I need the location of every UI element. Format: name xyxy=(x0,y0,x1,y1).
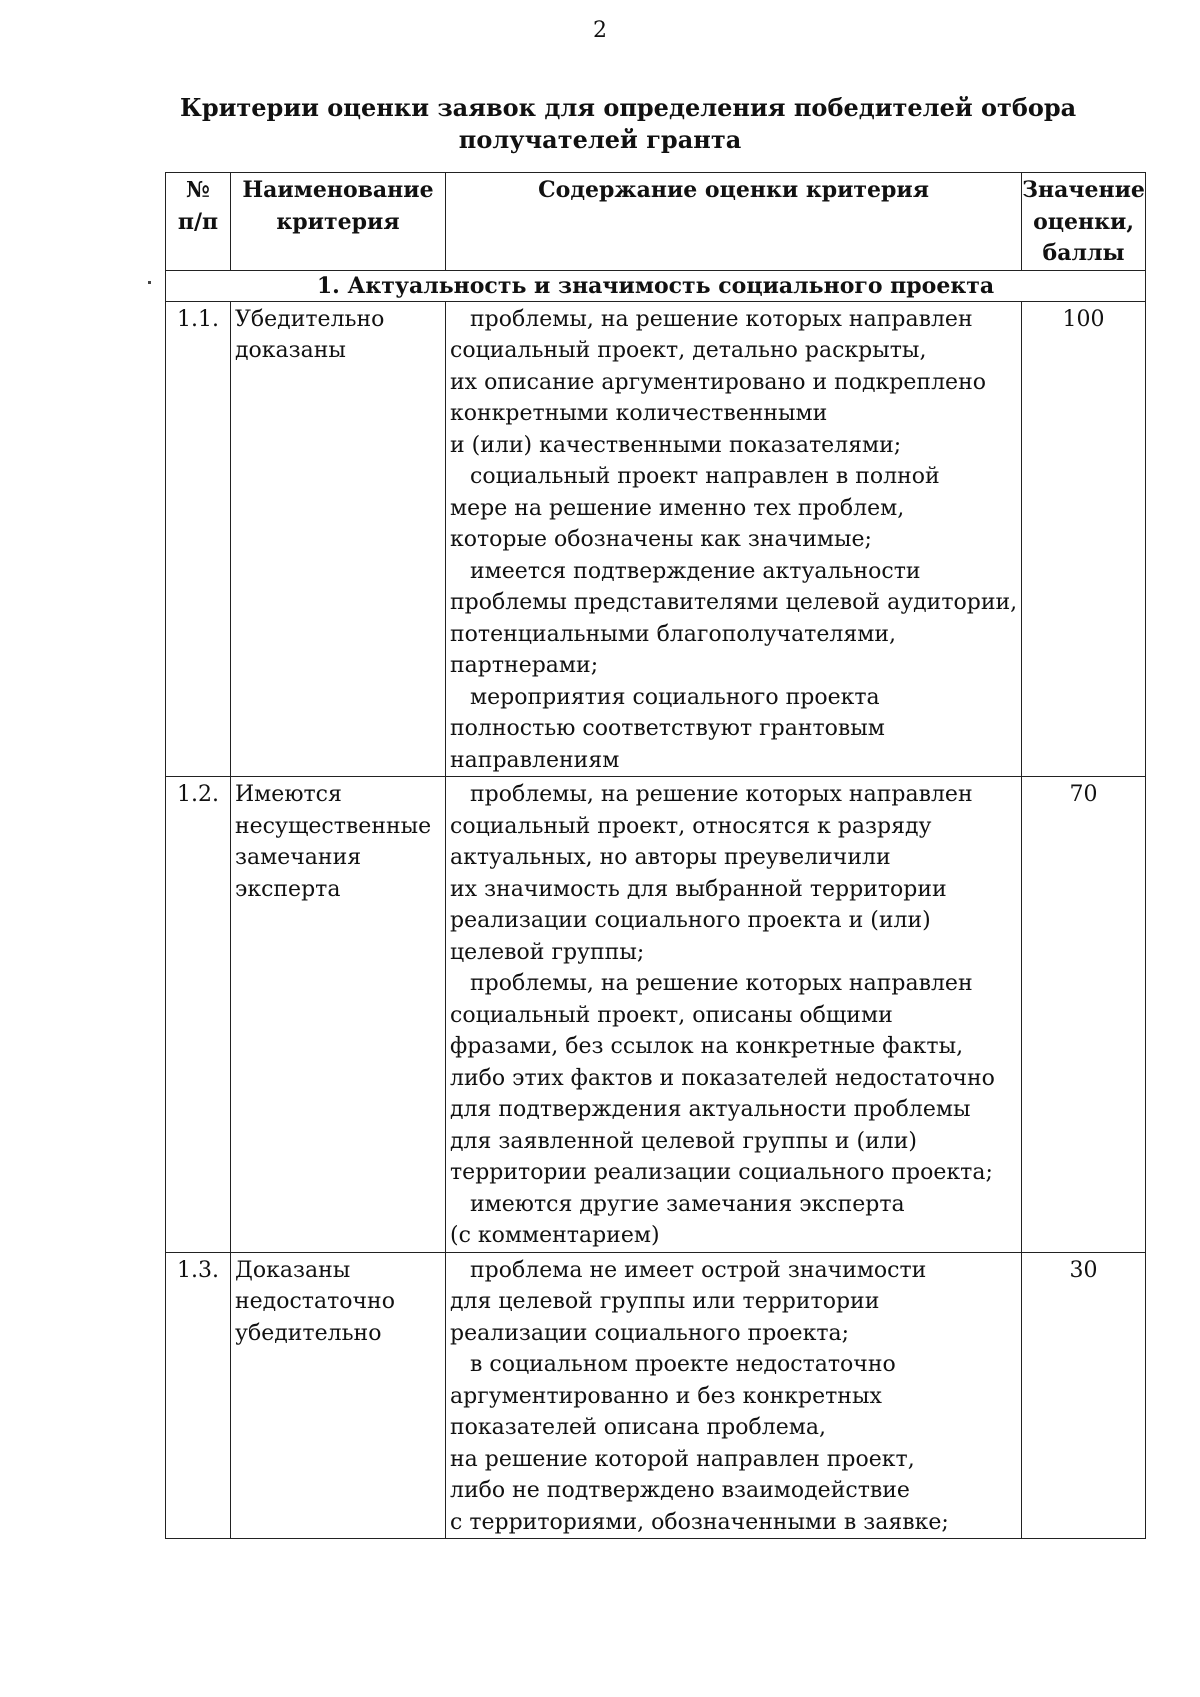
criterion-content-line: партнерами; xyxy=(450,653,599,678)
criterion-content-line: проблемы, на решение которых направлен xyxy=(470,971,973,996)
criterion-content-line: социальный проект направлен в полной xyxy=(470,464,940,489)
criterion-content xyxy=(446,777,1022,1253)
criterion-content-line: для целевой группы или территории xyxy=(450,1289,880,1314)
criterion-content-line: реализации социального проекта; xyxy=(450,1320,850,1346)
criterion-content-line: либо этих фактов и показателей недостаточно xyxy=(450,1065,995,1091)
header-name-line: критерия xyxy=(276,208,400,235)
criteria-table xyxy=(165,172,1146,1539)
criterion-content-line: социальный проект, детально раскрыты, xyxy=(450,338,927,363)
criterion-content-line: полностью соответствуют грантовым xyxy=(450,716,885,741)
title-line-1: Критерии оценки заявок для определения победителей отбора xyxy=(180,93,1077,122)
score-value: 30 xyxy=(1022,1252,1146,1539)
criterion-name-line: доказаны xyxy=(235,338,346,363)
criterion-content-line: аргументированно и без конкретных xyxy=(450,1383,882,1409)
header-content-line: Содержание оценки критерия xyxy=(538,177,929,203)
row-number: 1.3. xyxy=(166,1252,231,1539)
criterion-name-line: Доказаны xyxy=(235,1257,351,1283)
header-score-line: баллы xyxy=(1042,240,1125,266)
criterion-content-line: целевой группы; xyxy=(450,939,645,965)
section-title: 1. Актуальность и значимость социального проекта xyxy=(166,270,1146,301)
title-line-2: получателей гранта xyxy=(458,125,742,154)
criterion-content-line: показателей описана проблема, xyxy=(450,1415,826,1440)
header-num-line: № xyxy=(186,177,210,203)
criterion-content-line: социальный проект, описаны общими xyxy=(450,1002,893,1028)
header-name-line: Наименование xyxy=(242,177,434,203)
criterion-content-line: их описание аргументировано и подкреплено xyxy=(450,369,986,395)
criterion-name-line: Имеются xyxy=(235,782,342,807)
criterion-name xyxy=(231,777,446,1253)
criterion-content-line: проблемы, на решение которых направлен xyxy=(470,306,973,332)
row-number: 1.1. xyxy=(166,301,231,777)
criterion-content-line: территории реализации социального проекта; xyxy=(450,1160,993,1185)
criterion-content-line: реализации социального проекта и (или) xyxy=(450,908,931,933)
criterion-content-line: имеются другие замечания эксперта xyxy=(470,1191,905,1217)
scan-speck xyxy=(148,281,151,284)
criterion-content-line: проблемы представителями целевой аудитории, xyxy=(450,590,1018,615)
criterion-content-line: и (или) качественными показателями; xyxy=(450,432,902,458)
criterion-name-line: эксперта xyxy=(235,876,341,902)
criterion-content-line: мероприятия социального проекта xyxy=(470,684,880,710)
criterion-content-line: с территориями, обозначенными в заявке; xyxy=(450,1509,949,1535)
criterion-content xyxy=(446,1252,1022,1539)
header-score xyxy=(1022,173,1146,271)
header-num-line: п/п xyxy=(177,208,219,235)
header-score-line: Значение xyxy=(1022,177,1145,203)
criterion-content-line: социальный проект, относятся к разряду xyxy=(450,813,932,839)
criterion-name xyxy=(231,301,446,777)
document-title xyxy=(180,92,1077,156)
header-row xyxy=(166,173,1146,271)
criterion-content-line: в социальном проекте недостаточно xyxy=(470,1352,896,1377)
criterion-content-line: на решение которой направлен проект, xyxy=(450,1446,915,1472)
score-value: 70 xyxy=(1022,777,1146,1253)
criteria-body xyxy=(166,301,1146,1539)
criterion-name-line: недостаточно xyxy=(235,1289,395,1314)
criterion-name-line: несущественные xyxy=(235,813,432,839)
criterion-content-line: которые обозначены как значимые; xyxy=(450,527,872,552)
header-num xyxy=(166,173,231,271)
criterion-name-line: Убедительно xyxy=(235,306,385,332)
criterion-content-line: проблемы, на решение которых направлен xyxy=(470,782,973,807)
criterion-content-line: потенциальными благополучателями, xyxy=(450,621,896,647)
table-row xyxy=(166,1252,1146,1539)
criterion-content-line: для заявленной целевой группы и (или) xyxy=(450,1128,917,1154)
page-number: 2 xyxy=(593,18,607,43)
criterion-content-line: проблема не имеет острой значимости xyxy=(470,1257,927,1283)
criterion-name-line: замечания xyxy=(235,845,362,870)
header-name xyxy=(231,173,446,271)
section-row xyxy=(166,270,1146,301)
criterion-content-line: для подтверждения актуальности проблемы xyxy=(450,1097,971,1122)
criterion-name xyxy=(231,1252,446,1539)
criterion-content-line: их значимость для выбранной территории xyxy=(450,876,947,902)
table-row xyxy=(166,777,1146,1253)
criterion-content-line: мере на решение именно тех проблем, xyxy=(450,495,905,521)
header-content xyxy=(446,173,1022,271)
criterion-content-line: имеется подтверждение актуальности xyxy=(470,558,921,584)
score-value: 100 xyxy=(1022,301,1146,777)
row-number: 1.2. xyxy=(166,777,231,1253)
criterion-content-line: актуальных, но авторы преувеличили xyxy=(450,845,891,870)
criterion-content-line: направлениям xyxy=(450,747,620,773)
header-score-line: оценки, xyxy=(1033,208,1134,235)
table-row xyxy=(166,301,1146,777)
criterion-name-line: убедительно xyxy=(235,1320,382,1346)
criterion-content-line: конкретными количественными xyxy=(450,401,828,426)
criterion-content-line: либо не подтверждено взаимодействие xyxy=(450,1478,910,1503)
criterion-content-line: фразами, без ссылок на конкретные факты, xyxy=(450,1034,964,1059)
criterion-content-line: (с комментарием) xyxy=(450,1223,660,1248)
criterion-content xyxy=(446,301,1022,777)
